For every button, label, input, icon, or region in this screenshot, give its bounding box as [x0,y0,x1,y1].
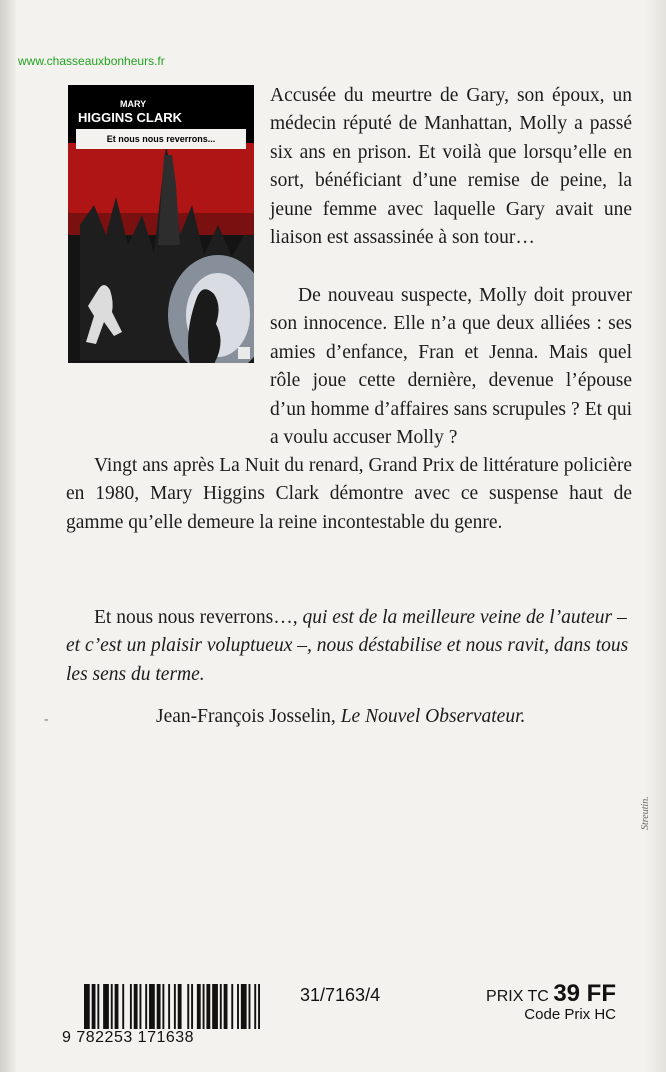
synopsis-text-3 [66,452,632,537]
attribution-source: Le Nouvel Observateur. [340,706,526,727]
press-quote [66,604,632,689]
paragraph-synopsis-1 [270,82,632,252]
cover-author [78,97,182,125]
cover-author-first: MARY [120,99,147,109]
synopsis-text-1: Accusée du meurtre de Gary, son époux, un médecin réputé de Manhattan, Molly a passé six ans en prison. Et voilà que lorsqu’elle en sort, bénéficiant d’une remise de peine, la jeune femme avec laquelle Gary avait une liaison est assassinée à son tour… [270,85,632,249]
watermark: www.chasseauxbonheurs.fr [18,54,165,68]
synopsis-text-2: De nouveau suspecte, Molly doit prouver son innocence. Elle n’a que deux alliées : ses amies d’enfance, Fran et Jenna. Mais quel rôle joue cette dernière, devenue l’épouse d’un homme d’affaires sans scrupules ? Et qui a voulu accuser Molly ? [270,285,632,449]
price-code: Code Prix HC [524,1006,616,1023]
price-amount: 39 FF [553,980,616,1007]
cover-right-edge [644,0,666,1072]
barcode-digits: 9 782253 171638 [62,1029,272,1047]
quote-lead: Et nous nous reverrons… [94,607,293,628]
paragraph-synopsis-2 [66,282,632,452]
price-label: PRIX TC [486,988,549,1005]
price-block [476,980,616,1023]
attribution-name: Jean-François Josselin, [156,706,336,727]
press-quote-text [66,604,632,689]
catalog-number: 31/7163/4 [300,985,381,1005]
cover-left-edge [0,0,16,1072]
cover-title: Et nous nous reverrons... [76,129,246,149]
cover-author-last: HIGGINS CLARK [78,110,182,125]
synopsis-text-3-content: Vingt ans après La Nuit du renard, Grand Prix de littérature policière en 1980, Mary Higgins Clark démontre avec ce suspense haut de gamme qu’elle demeure la reine incontestable du genre. [66,455,632,533]
quote-attribution [156,706,525,728]
photo-credit: Streutin. [640,796,651,830]
paragraph-synopsis-3 [66,452,632,537]
quote-body: , qui est de la meilleure veine de l’auteur – et c’est un plaisir voluptueux –, nous déstabilise et nous ravit, dans tous les sens du terme. [66,607,629,685]
decorative-mark: - [44,712,49,727]
